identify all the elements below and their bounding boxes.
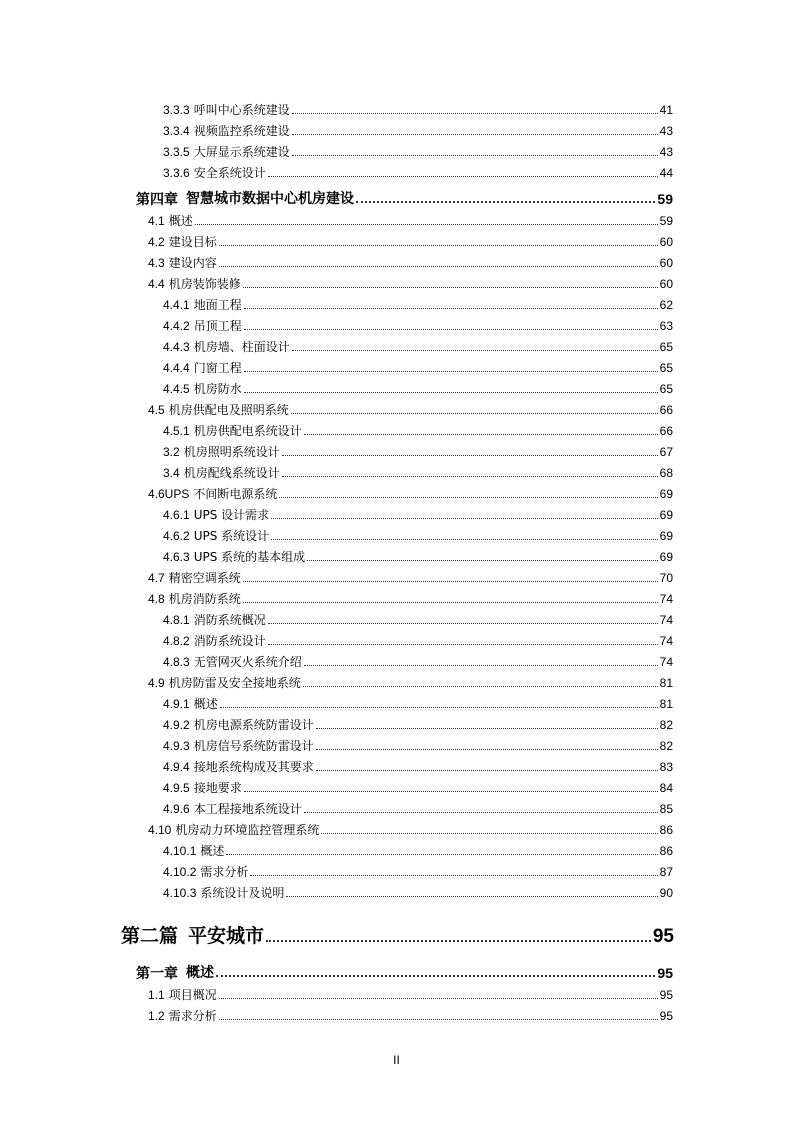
toc-entry-number: 4.9.1 <box>163 697 190 711</box>
toc-entry-title: 无管网灭火系统介绍 <box>193 655 302 669</box>
toc-entry-page-number: 86 <box>659 844 673 858</box>
toc-dot-leader <box>243 283 658 288</box>
toc-entry[interactable] <box>163 648 673 668</box>
toc-entry[interactable] <box>148 1002 673 1022</box>
toc-entry[interactable] <box>148 249 673 269</box>
toc-entry-number: 4.4.4 <box>163 361 190 375</box>
toc-entry-page-number: 81 <box>659 676 673 690</box>
toc-entry-page-number: 69 <box>659 550 673 564</box>
toc-entry-number: 4.4.5 <box>163 382 190 396</box>
toc-entry-page-number: 63 <box>659 319 673 333</box>
toc-entry-number: 4.8 <box>148 592 165 606</box>
toc-dot-leader <box>291 409 658 414</box>
toc-dot-leader <box>316 724 658 729</box>
toc-entry[interactable] <box>148 669 673 689</box>
toc-entry[interactable] <box>163 291 673 311</box>
toc-entry[interactable] <box>163 438 673 458</box>
toc-entry-number: 4.8.3 <box>163 655 190 669</box>
toc-entry[interactable] <box>163 333 673 353</box>
toc-entry-page-number: 74 <box>659 613 673 627</box>
toc-entry-title: UPS 设计需求 <box>193 508 270 522</box>
toc-dot-leader <box>268 619 658 624</box>
toc-entry[interactable] <box>121 918 674 946</box>
toc-entry-page-number: 74 <box>659 592 673 606</box>
toc-dot-leader <box>219 1015 658 1020</box>
toc-entry-title: 机房防水 <box>193 382 242 396</box>
toc-dot-leader <box>243 598 658 603</box>
toc-dot-leader <box>271 514 657 519</box>
toc-entry[interactable] <box>163 543 673 563</box>
toc-entry-title: 视频监控系统建设 <box>193 124 290 138</box>
toc-entry-page-number: 74 <box>659 634 673 648</box>
toc-entry[interactable] <box>163 879 673 899</box>
toc-entry[interactable] <box>163 795 673 815</box>
toc-entry-title: 机房配线系统设计 <box>183 466 280 480</box>
toc-entry-number: 4.7 <box>148 571 165 585</box>
toc-entry-title: 接地要求 <box>193 781 242 795</box>
toc-entry-title: 机房装饰装修 <box>168 277 241 291</box>
toc-entry-title: 吊顶工程 <box>193 319 242 333</box>
toc-entry-number: 4.5.1 <box>163 424 190 438</box>
toc-entry-number: 4.6UPS <box>148 487 190 501</box>
toc-entry-page-number: 70 <box>659 571 673 585</box>
toc-entry[interactable] <box>148 816 673 836</box>
toc-entry-page-number: 95 <box>657 965 673 981</box>
toc-entry-number: 4.9.4 <box>163 760 190 774</box>
toc-entry[interactable] <box>148 981 673 1001</box>
toc-dot-leader <box>216 971 655 977</box>
toc-entry-number: 4.6.1 <box>163 508 190 522</box>
toc-dot-leader <box>282 472 658 477</box>
toc-entry-number: 4.9.5 <box>163 781 190 795</box>
toc-dot-leader <box>292 346 658 351</box>
toc-entry-number: 4.3 <box>148 256 165 270</box>
toc-dot-leader <box>244 787 658 792</box>
toc-entry-number: 第四章 <box>136 191 178 207</box>
toc-entry-page-number: 44 <box>659 166 673 180</box>
toc-dot-leader <box>243 577 658 582</box>
toc-entry-page-number: 82 <box>659 718 673 732</box>
toc-entry[interactable] <box>163 858 673 878</box>
toc-entry-page-number: 66 <box>659 403 673 417</box>
toc-entry-number: 4.1 <box>148 214 165 228</box>
toc-entry-title: 消防系统设计 <box>193 634 266 648</box>
toc-entry-page-number: 65 <box>659 382 673 396</box>
toc-dot-leader <box>316 745 658 750</box>
toc-entry-title: 不间断电源系统 <box>193 487 278 501</box>
toc-entry-title: 机房防雷及安全接地系统 <box>168 676 301 690</box>
toc-entry-title: 平安城市 <box>188 925 265 947</box>
toc-entry-page-number: 69 <box>659 529 673 543</box>
toc-entry-number: 4.10 <box>148 823 172 837</box>
toc-entry[interactable] <box>136 186 673 206</box>
toc-dot-leader <box>304 808 658 813</box>
toc-entry-title: 概述 <box>200 844 225 858</box>
toc-entry-number: 4.9 <box>148 676 165 690</box>
toc-entry[interactable] <box>163 354 673 374</box>
toc-dot-leader <box>244 388 658 393</box>
toc-entry-page-number: 60 <box>659 256 673 270</box>
toc-entry-title: 智慧城市数据中心机房建设 <box>186 191 354 207</box>
toc-entry[interactable] <box>163 774 673 794</box>
toc-entry-number: 第二篇 <box>121 926 179 947</box>
toc-entry-page-number: 67 <box>659 445 673 459</box>
toc-entry[interactable] <box>163 606 673 626</box>
toc-dot-leader <box>286 892 657 897</box>
toc-entry-page-number: 43 <box>659 145 673 159</box>
toc-entry-page-number: 68 <box>659 466 673 480</box>
toc-entry-page-number: 43 <box>659 124 673 138</box>
toc-entry-number: 4.10.1 <box>163 844 197 858</box>
toc-entry[interactable] <box>163 732 673 752</box>
toc-dot-leader <box>244 367 658 372</box>
toc-dot-leader <box>282 451 658 456</box>
toc-entry-title: 概述 <box>168 214 193 228</box>
toc-entry[interactable] <box>148 396 673 416</box>
toc-entry[interactable] <box>163 417 673 437</box>
toc-dot-leader <box>292 151 658 156</box>
toc-entry[interactable] <box>163 117 673 137</box>
toc-entry-page-number: 90 <box>659 886 673 900</box>
toc-dot-leader <box>219 262 658 267</box>
toc-entry-title: 门窗工程 <box>193 361 242 375</box>
toc-entry-number: 4.4 <box>148 277 165 291</box>
toc-entry[interactable] <box>163 96 673 116</box>
toc-entry-title: 机房供配电及照明系统 <box>168 403 289 417</box>
toc-entry-title: 系统设计及说明 <box>200 886 285 900</box>
toc-entry-number: 4.8.2 <box>163 634 190 648</box>
toc-entry-title: 地面工程 <box>193 298 242 312</box>
toc-entry-number: 4.4.3 <box>163 340 190 354</box>
toc-entry-page-number: 65 <box>659 361 673 375</box>
toc-entry[interactable] <box>148 585 673 605</box>
toc-entry-number: 第一章 <box>136 965 178 981</box>
toc-dot-leader <box>268 640 658 645</box>
toc-entry-page-number: 85 <box>659 802 673 816</box>
toc-entry-title: 安全系统设计 <box>193 166 266 180</box>
toc-entry-title: 建设内容 <box>168 256 217 270</box>
toc-entry-number: 4.8.1 <box>163 613 190 627</box>
toc-entry-title: 项目概况 <box>168 988 217 1002</box>
toc-entry[interactable] <box>163 375 673 395</box>
toc-entry-title: 机房电源系统防雷设计 <box>193 718 314 732</box>
toc-entry-page-number: 69 <box>659 487 673 501</box>
toc-entry-page-number: 59 <box>659 214 673 228</box>
toc-entry-page-number: 62 <box>659 298 673 312</box>
toc-entry-title: UPS 系统的基本组成 <box>193 550 306 564</box>
toc-entry-number: 4.10.2 <box>163 865 197 879</box>
toc-entry-number: 4.9.6 <box>163 802 190 816</box>
toc-entry-number: 4.10.3 <box>163 886 197 900</box>
toc-entry-number: 1.2 <box>148 1009 165 1023</box>
toc-dot-leader <box>244 304 658 309</box>
toc-dot-leader <box>279 493 657 498</box>
toc-entry[interactable] <box>163 711 673 731</box>
toc-entry-number: 4.6.3 <box>163 550 190 564</box>
toc-entry-title: 机房墙、柱面设计 <box>193 340 290 354</box>
toc-entry[interactable] <box>163 690 673 710</box>
toc-entry-page-number: 87 <box>659 865 673 879</box>
toc-entry-number: 1.1 <box>148 988 165 1002</box>
toc-dot-leader <box>321 829 657 834</box>
toc-entry-number: 4.2 <box>148 235 165 249</box>
toc-entry-page-number: 60 <box>659 235 673 249</box>
toc-entry-number: 4.9.3 <box>163 739 190 753</box>
toc-entry-title: 概述 <box>186 965 214 981</box>
toc-dot-leader <box>316 766 658 771</box>
toc-entry-page-number: 69 <box>659 508 673 522</box>
toc-dot-leader <box>356 197 655 203</box>
toc-entry[interactable] <box>163 837 673 857</box>
toc-entry-number: 3.3.4 <box>163 124 190 138</box>
toc-dot-leader <box>219 994 658 999</box>
toc-entry-number: 3.4 <box>163 466 180 480</box>
toc-dot-leader <box>303 682 658 687</box>
toc-entry-page-number: 95 <box>652 926 674 947</box>
toc-entry[interactable] <box>163 138 673 158</box>
toc-dot-leader <box>292 130 658 135</box>
toc-entry-title: UPS 系统设计 <box>193 529 270 543</box>
toc-entry-page-number: 84 <box>659 781 673 795</box>
toc-entry-number: 4.9.2 <box>163 718 190 732</box>
toc-dot-leader <box>226 850 657 855</box>
toc-entry-title: 精密空调系统 <box>168 571 241 585</box>
toc-entry[interactable] <box>136 960 673 980</box>
toc-entry-page-number: 60 <box>659 277 673 291</box>
toc-entry-title: 机房动力环境监控管理系统 <box>175 823 320 837</box>
toc-entry-number: 4.5 <box>148 403 165 417</box>
toc-entry[interactable] <box>148 480 673 500</box>
toc-entry-title: 建设目标 <box>168 235 217 249</box>
toc-dot-leader <box>304 661 658 666</box>
toc-entry[interactable] <box>163 459 673 479</box>
toc-entry-page-number: 86 <box>659 823 673 837</box>
toc-entry-page-number: 66 <box>659 424 673 438</box>
toc-dot-leader <box>307 556 657 561</box>
footer-page-number: II <box>393 1053 400 1067</box>
toc-entry-title: 机房信号系统防雷设计 <box>193 739 314 753</box>
toc-entry-number: 3.3.3 <box>163 103 190 117</box>
toc-entry-number: 3.3.5 <box>163 145 190 159</box>
toc-entry-number: 3.3.6 <box>163 166 190 180</box>
toc-entry-title: 接地系统构成及其要求 <box>193 760 314 774</box>
toc-entry-title: 消防系统概况 <box>193 613 266 627</box>
toc-dot-leader <box>219 241 658 246</box>
toc-entry-page-number: 59 <box>657 191 673 207</box>
toc-dot-leader <box>292 109 658 114</box>
toc-dot-leader <box>271 535 657 540</box>
toc-entry-page-number: 41 <box>659 103 673 117</box>
toc-entry[interactable] <box>148 564 673 584</box>
toc-entry[interactable] <box>163 753 673 773</box>
toc-entry[interactable] <box>163 501 673 521</box>
toc-entry-page-number: 81 <box>659 697 673 711</box>
toc-entry[interactable] <box>163 312 673 332</box>
toc-entry-number: 4.4.1 <box>163 298 190 312</box>
toc-entry-page-number: 95 <box>659 1009 673 1023</box>
toc-entry-number: 4.6.2 <box>163 529 190 543</box>
toc-entry[interactable] <box>163 627 673 647</box>
toc-entry-number: 3.2 <box>163 445 180 459</box>
toc-entry-number: 4.4.2 <box>163 319 190 333</box>
toc-entry-title: 需求分析 <box>168 1009 217 1023</box>
toc-entry-title: 机房供配电系统设计 <box>193 424 302 438</box>
toc-entry-title: 大屏显示系统建设 <box>193 145 290 159</box>
toc-dot-leader <box>220 703 658 708</box>
toc-entry-page-number: 74 <box>659 655 673 669</box>
toc-entry[interactable] <box>148 270 673 290</box>
toc-entry-title: 本工程接地系统设计 <box>193 802 302 816</box>
toc-entry-title: 呼叫中心系统建设 <box>193 103 290 117</box>
toc-dot-leader <box>304 430 658 435</box>
toc-entry-page-number: 82 <box>659 739 673 753</box>
toc-entry-title: 机房照明系统设计 <box>183 445 280 459</box>
toc-dot-leader <box>250 871 657 876</box>
toc-entry-title: 需求分析 <box>200 865 249 879</box>
toc-entry[interactable] <box>148 228 673 248</box>
toc-entry-title: 机房消防系统 <box>168 592 241 606</box>
toc-entry[interactable] <box>163 159 673 179</box>
toc-entry-title: 概述 <box>193 697 218 711</box>
toc-dot-leader <box>268 172 658 177</box>
toc-entry-page-number: 65 <box>659 340 673 354</box>
toc-entry[interactable] <box>148 207 673 227</box>
toc-entry-page-number: 95 <box>659 988 673 1002</box>
toc-entry-page-number: 83 <box>659 760 673 774</box>
toc-dot-leader <box>244 325 658 330</box>
toc-entry[interactable] <box>163 522 673 542</box>
toc-dot-leader <box>266 936 651 942</box>
toc-dot-leader <box>195 220 658 225</box>
